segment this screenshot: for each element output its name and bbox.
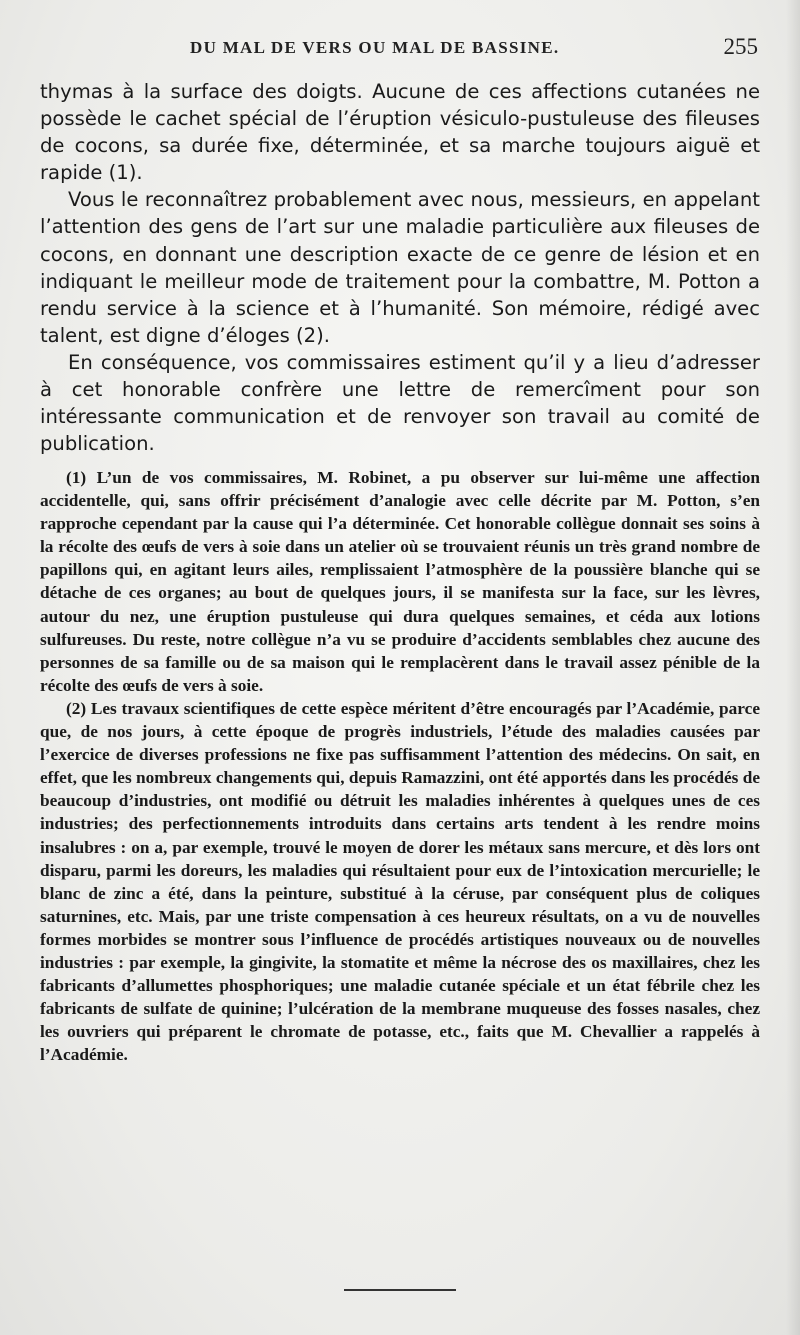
footnotes bbox=[40, 466, 760, 1066]
running-head: DU MAL DE VERS OU MAL DE BASSINE. bbox=[190, 38, 560, 57]
paragraph-conclusion: En conséquence, vos commissaires estiment qu’il y a lieu d’adresser à cet honorable confrère une lettre de remercîment pour son intéressante communication et de renvoyer son travail au comité de publication. bbox=[40, 350, 760, 456]
paragraph-potton-service: Vous le reconnaîtrez probablement avec nous, messieurs, en appelant l’attention des gens de l’art sur une maladie particulière aux fileuses de cocons, en donnant une description exacte de ce genre de lésion et en indiquant le meilleur mode de traitement pour la combattre, M. Potton a rendu service à la science et à l’humanité. Son mémoire, rédigé avec talent, est digne d’éloges (2). bbox=[40, 188, 760, 347]
footnote-1: (1) L’un de vos commissaires, M. Robinet, a pu observer sur lui-même une affection accidentelle, qui, sans offrir précisément d’analogie avec celle décrite par M. Potton, s’en rapproche cependant par la cause qui l’a déterminée. Cet honorable collègue donnait ses soins à la récolte des œufs de vers à soie dans un atelier où se trouvaient réunis un très grand nombre de papillons qui, en agitant leurs ailes, remplissaient l’atmosphère de la poussière blanche qui se détache de ces organes; au bout de quelques jours, il se manifesta sur la face, sur les lèvres, autour du nez, une éruption pustuleuse qui dura quelques semaines, et céda aux lotions sulfureuses. Du reste, notre collègue n’a vu se produire d’accidents semblables chez aucune des personnes de sa famille ou de sa maison qui le remplacèrent dans le travail assez pénible de la récolte des œufs de vers à soie. bbox=[40, 468, 760, 695]
end-rule bbox=[344, 1289, 456, 1291]
footnote-2: (2) Les travaux scientifiques de cette espèce méritent d’être encouragés par l’Académie, parce que, de nos jours, à cette époque de progrès industriels, l’étude des maladies causées par l’exercice de diverses professions ne fixe pas suffisamment l’attention des médecins. On sait, en effet, que les nombreux changements qui, depuis Ramazzini, ont été apportés dans les procédés de beaucoup d’industries, ont modifié ou détruit les maladies inhérentes à quelques unes de ces industries; des perfectionnements introduits dans certains arts tendent à les rendre moins insalubres : on a, par exemple, trouvé le moyen de dorer les métaux sans mercure, et dès lors ont disparu, parmi les doreurs, les maladies qui résultaient pour eux de l’intoxication mercurielle; le blanc de zinc a été, dans la peinture, substitué à la céruse, par conséquent plus de coliques saturnines, etc. Mais, par une triste compensation à ces heureux résultats, on a vu de nouvelles formes morbides se montrer sous l’influence de procédés artistiques nouveaux ou de nouvelles industries : par exemple, la gingivite, la stomatite et même la nécrose des os maxillaires, chez les fabricants d’allumettes phosphoriques; une maladie cutanée spéciale et un état fébrile chez les fabricants de sulfate de quinine; l’ulcération de la membrane muqueuse des fosses nasales, chez les ouvriers qui préparent le chromate de potasse, etc., faits que M. Chevallier a rappelés à l’Académie. bbox=[40, 698, 760, 1065]
main-text bbox=[40, 78, 760, 457]
paragraph-continuation: thymas à la surface des doigts. Aucune de ces affections cutanées ne possède le cachet spécial de l’éruption vésiculo-pustuleuse des fileuses de cocons, sa durée fixe, déterminée, et sa marche toujours aiguë et rapide (1). bbox=[40, 80, 760, 185]
page-number: 255 bbox=[723, 34, 758, 59]
page-header bbox=[40, 36, 760, 66]
page-edge-shadow bbox=[786, 0, 800, 1335]
